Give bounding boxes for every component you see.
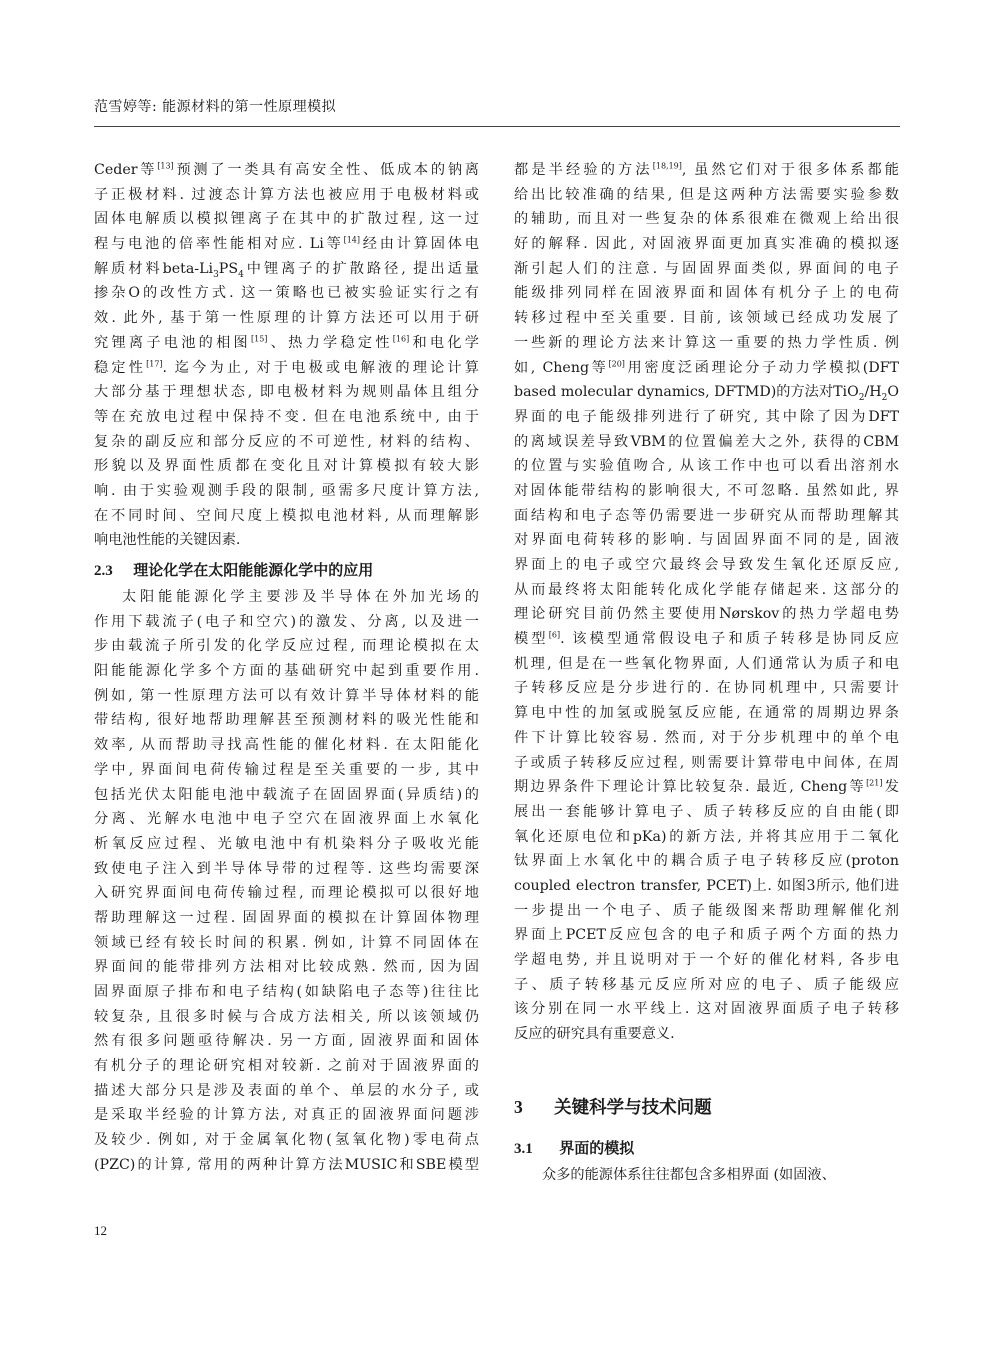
text-line: 形貌以及界面性质都在变化且对计算模拟有较大影 <box>94 458 479 475</box>
text-line: 入研究界面间电荷传输过程, 而理论模拟可以很好地 <box>94 885 479 902</box>
section-number: 3.1 <box>514 1140 533 1157</box>
section-title: 理论化学在太阳能能源化学中的应用 <box>133 561 374 579</box>
text-line: 给出比较准确的结果, 但是这两种方法需要实验参数 <box>514 186 899 203</box>
text-line: 大部分基于理想状态, 即电极材料为规则晶体且组分 <box>94 384 479 401</box>
text-line: 掺杂O的改性方式. 这一策略也已被实验证实行之有 <box>94 285 479 302</box>
text-line: 界面上的电子或空穴最终会导致发生氧化还原反应, <box>514 557 899 573</box>
text-line: 例如, 第一性原理方法可以有效计算半导体材料的能 <box>94 687 479 704</box>
text-line: 众多的能源体系往往都包含多相界面 (如固液、 <box>542 1166 836 1183</box>
text-line: 帮助理解这一过程. 固固界面的模拟在计算固体物理 <box>94 909 479 926</box>
text-line: 渐引起人们的注意. 与固固界面类似, 界面间的电子 <box>514 260 899 277</box>
text-line: 程与电池的倍率性能相对应. Li等[14]经由计算固体电 <box>94 235 479 253</box>
running-header: 范雪婷等: 能源材料的第一性原理模拟 <box>94 99 337 115</box>
text-line: 都是半经验的方法[18,19], 虽然它们对于很多体系都能 <box>514 161 899 178</box>
text-line: 学超电势, 并且说明对于一个好的催化材料, 各步电 <box>514 952 899 968</box>
text-line: 然有很多问题亟待解决. 另一方面, 固液界面和固体 <box>94 1033 479 1050</box>
left-column <box>94 158 479 1178</box>
right-paragraph-2 <box>514 1163 899 1188</box>
text-line: 的离域误差导致VBM的位置偏差大之外, 获得的CBM <box>514 433 899 450</box>
text-line: 较复杂, 且很多时候与合成方法相关, 所以该领域仍 <box>94 1008 479 1025</box>
text-line: 期边界条件下理论计算比较复杂. 最近, Cheng等[21]发 <box>514 778 899 796</box>
text-line: 究锂离子电池的相图[15]、热力学稳定性[16]和电化学 <box>94 334 479 351</box>
text-line: 解质材料beta-$Li_3PS_4$中锂离子的扩散路径, 提出适量 <box>94 260 479 280</box>
text-line: 的辅助, 而且对一些复杂的体系很难在微观上给出很 <box>514 211 899 228</box>
text-line: 响电池性能的关键因素. <box>94 532 241 549</box>
text-line: 带结构, 很好地帮助理解甚至预测材料的吸光性能和 <box>94 712 479 729</box>
text-line: 步由载流子所引发的化学反应过程, 而理论模拟在太 <box>94 638 479 655</box>
text-line: 该分别在同一水平线上. 这对固液界面质子电子转移 <box>514 1001 899 1018</box>
text-line: 面结构和电子态等仍需要进一步研究从而帮助理解其 <box>514 507 899 524</box>
text-line: 一步提出一个电子、质子能级图来帮助理解催化剂 <box>514 902 899 919</box>
text-line: 效. 此外, 基于第一性原理的计算方法还可以用于研 <box>94 310 479 327</box>
text-line: 阳能能源化学多个方面的基础研究中起到重要作用. <box>94 663 479 680</box>
text-line: 响. 由于实验观测手段的限制, 亟需多尺度计算方法, <box>94 482 479 499</box>
text-line: 子正极材料. 过渡态计算方法也被应用于电极材料或 <box>94 186 479 203</box>
section-title: 界面的模拟 <box>559 1138 635 1157</box>
text-line: 太阳能能源化学主要涉及半导体在外加光场的 <box>122 589 479 605</box>
section-title: 关键科学与技术问题 <box>554 1097 712 1118</box>
text-line: 从而最终将太阳能转化成化学能存储起来. 这部分的 <box>514 581 899 598</box>
text-line: Ceder等[13]预测了一类具有高安全性、低成本的钠离 <box>94 161 479 178</box>
text-line: 如, Cheng等[20]用密度泛函理论分子动力学模拟(DFT <box>514 358 899 376</box>
section-heading-2-3 <box>94 555 479 585</box>
text-line: 致使电子注入到半导体导带的过程等. 这些均需要深 <box>94 860 479 877</box>
text-line: 子转移反应是分步进行的. 在协同机理中, 只需要计 <box>514 680 899 697</box>
text-line: 效率, 从而帮助寻找高性能的催化材料. 在太阳能化 <box>94 737 479 754</box>
text-line: 子、质子转移基元反应所对应的电子、质子能级应 <box>514 976 899 993</box>
right-column <box>514 158 899 1187</box>
text-line: 界面间的能带排列方法相对比较成熟. 然而, 因为固 <box>94 959 479 976</box>
text-line: 转移过程中至关重要. 目前, 该领域已经成功发展了 <box>514 310 899 327</box>
text-line: 钛界面上水氧化中的耦合质子电子转移反应(proton <box>514 853 899 870</box>
text-line: 固体电解质以模拟锂离子在其中的扩散过程, 这一过 <box>94 211 479 228</box>
text-line: 展出一套能够计算电子、质子转移反应的自由能(即 <box>514 803 899 820</box>
text-line: 件下计算比较容易. 然而, 对于分步机理中的单个电 <box>514 729 899 746</box>
text-line: (PZC)的计算, 常用的两种计算方法MUSIC和SBE模型 <box>94 1156 479 1173</box>
text-line: 是采取半经验的计算方法, 对真正的固液界面问题涉 <box>94 1107 479 1124</box>
text-line: 作用下载流子(电子和空穴)的激发、分离, 以及进一 <box>94 613 479 630</box>
text-line: coupled electron transfer, PCET)上. 如图3所示, 他们进 <box>514 877 899 894</box>
text-line: 在不同时间、空间尺度上模拟电池材料, 从而理解影 <box>94 507 479 524</box>
text-line: 的位置与实验值吻合, 从该工作中也可以看出溶剂水 <box>514 458 899 475</box>
text-line: 析氧反应过程、光敏电池中有机染料分子吸收光能 <box>94 835 479 852</box>
text-line: 固界面原子排布和电子结构(如缺陷电子态等)往往比 <box>94 984 479 1000</box>
section-heading-3 <box>514 1091 899 1123</box>
text-line: 模型[6]. 该模型通常假设电子和质子转移是协同反应 <box>514 630 899 648</box>
text-line: 等在充放电过程中保持不变. 但在电池系统中, 由于 <box>94 408 479 425</box>
left-paragraph-1 <box>94 158 479 553</box>
text-line: 稳定性[17]. 迄今为止, 对于电极或电解液的理论计算 <box>94 358 479 376</box>
text-line: 理论研究目前仍然主要使用Nørskov的热力学超电势 <box>514 606 899 623</box>
text-line: 学中, 界面间电荷传输过程是至关重要的一步, 其中 <box>94 761 479 778</box>
text-line: 能级排列同样在固液界面和固体有机分子上的电荷 <box>514 285 899 302</box>
header-divider <box>94 126 900 127</box>
text-line: 包括光伏太阳能电池中载流子在固固界面(异质结)的 <box>94 786 479 803</box>
text-line: 描述大部分只是涉及表面的单个、单层的水分子, 或 <box>94 1082 479 1099</box>
text-line: 算电中性的加氢或脱氢反应能, 在通常的周期边界条 <box>514 705 899 722</box>
text-line: 氧化还原电位和pKa)的新方法, 并将其应用于二氧化 <box>514 828 899 845</box>
text-line: 对界面电荷转移的影响. 与固固界面不同的是, 固液 <box>514 532 899 549</box>
section-number: 3 <box>514 1096 523 1117</box>
text-line: based molecular dynamics, DFTMD)的方法对$TiO_2/H_2O$ <box>514 384 899 404</box>
text-line: 子或质子转移反应过程, 则需要计算带电中间体, 在周 <box>514 754 899 771</box>
text-line: 好的解释. 因此, 对固液界面更加真实准确的模拟逐 <box>514 236 899 253</box>
text-line: 反应的研究具有重要意义. <box>514 1026 675 1043</box>
text-line: 领域已经有较长时间的积累. 例如, 计算不同固体在 <box>94 934 479 951</box>
text-line: 界面上PCET反应包含的电子和质子两个方面的热力 <box>514 927 899 944</box>
text-line: 机理, 但是在一些氧化物界面, 人们通常认为质子和电 <box>514 655 899 672</box>
text-line: 界面的电子能级排列进行了研究, 其中除了因为DFT <box>514 408 899 425</box>
right-paragraph-1 <box>514 158 899 1047</box>
text-line: 分离、光解水电池中电子空穴在固液界面上水氧化 <box>94 811 479 828</box>
text-line: 对固体能带结构的影响很大, 不可忽略. 虽然如此, 界 <box>514 482 899 499</box>
page-number: 12 <box>94 1223 107 1238</box>
text-line: 有机分子的理论研究相对较新. 之前对于固液界面的 <box>94 1058 479 1075</box>
section-heading-3-1 <box>514 1133 899 1163</box>
text-line: 及较少. 例如, 对于金属氧化物(氢氧化物)零电荷点 <box>94 1132 479 1149</box>
left-paragraph-2 <box>94 585 479 1178</box>
section-number: 2.3 <box>94 563 113 579</box>
text-line: 复杂的副反应和部分反应的不可逆性, 材料的结构、 <box>94 433 479 450</box>
text-line: 一些新的理论方法来计算这一重要的热力学性质. 例 <box>514 334 899 351</box>
